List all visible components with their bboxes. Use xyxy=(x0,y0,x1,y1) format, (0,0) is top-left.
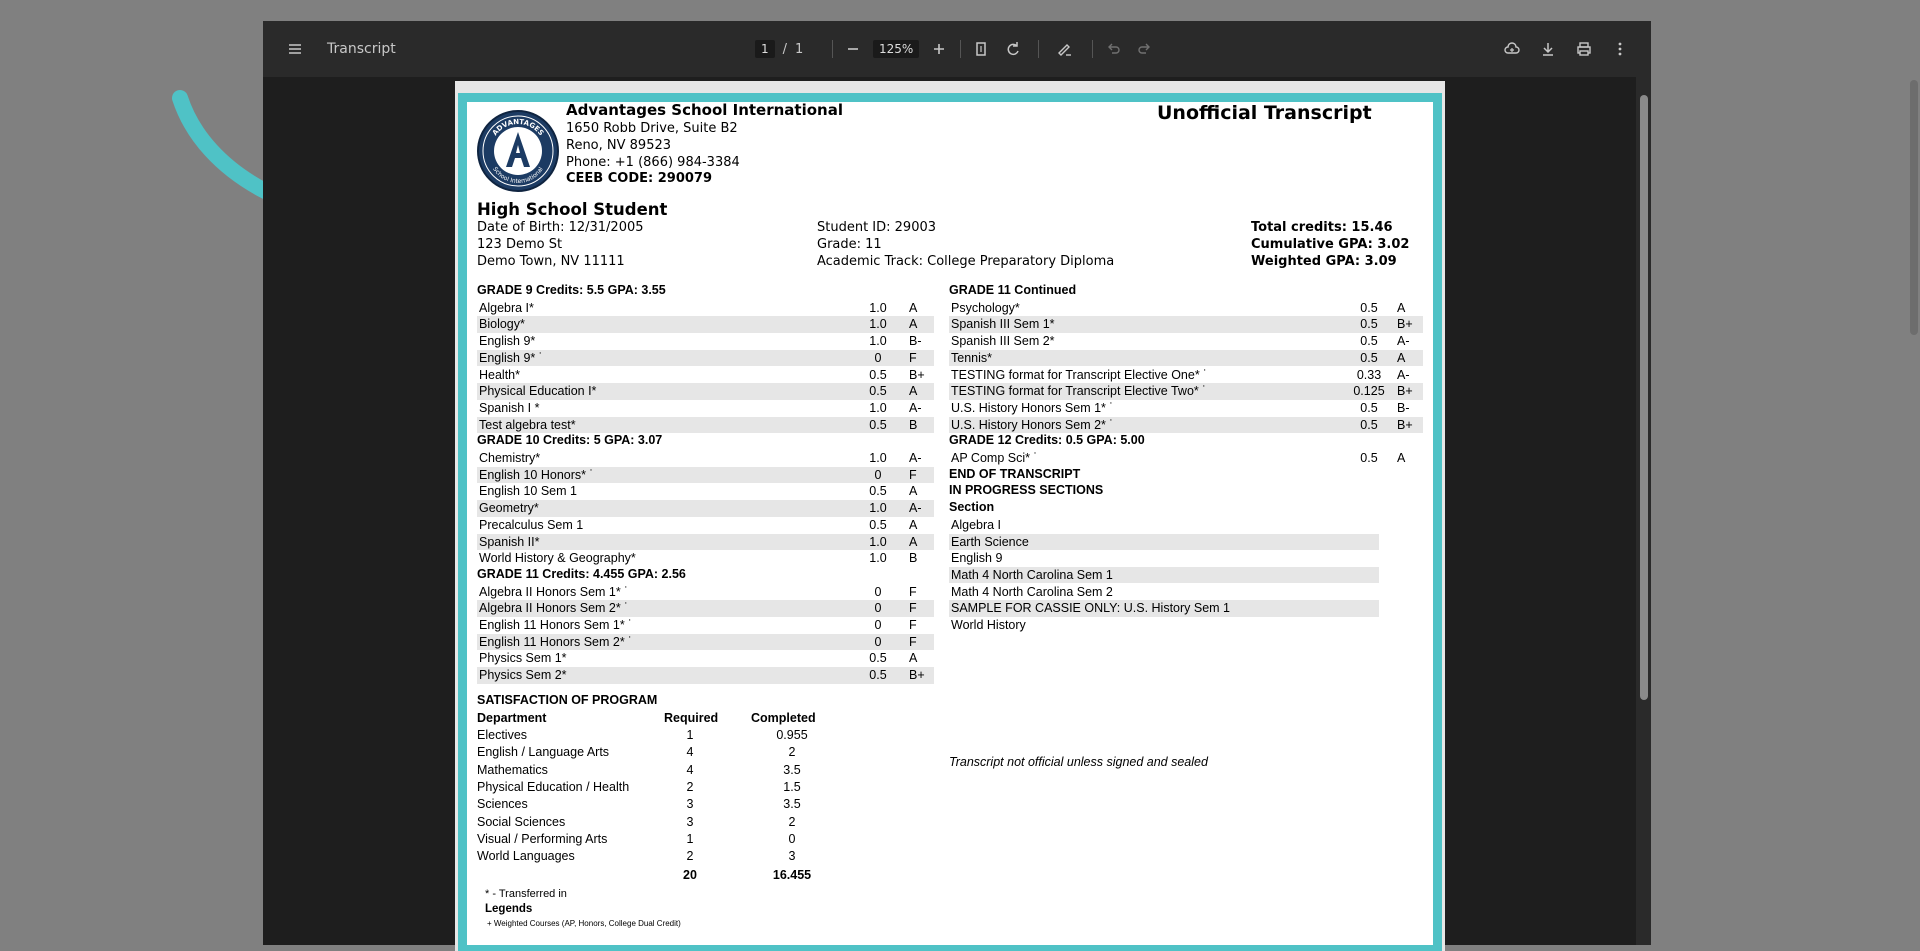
course-grade: F xyxy=(909,618,917,632)
satisfaction-completed: 3.5 xyxy=(783,797,801,812)
course-name: Spanish III Sem 2* xyxy=(951,334,1055,349)
course-credits: 0 xyxy=(874,618,882,632)
course-name: English 11 Honors Sem 1* ˙ xyxy=(479,618,633,632)
satisfaction-dept: English / Language Arts xyxy=(477,745,610,760)
course-row xyxy=(477,550,934,567)
satisfaction-completed: 1.5 xyxy=(783,779,801,794)
course-credits: 0.5 xyxy=(869,417,887,432)
in-progress-item xyxy=(949,517,1379,534)
course-credits: 0.5 xyxy=(1360,350,1378,365)
course-row xyxy=(477,667,934,684)
official-note: Transcript not official unless signed and sealed xyxy=(949,755,1208,769)
toolbar-divider xyxy=(832,40,833,58)
course-row xyxy=(949,300,1423,317)
course-name: Algebra I* xyxy=(479,300,534,315)
menu-icon[interactable] xyxy=(283,37,307,61)
course-credits: 0.5 xyxy=(869,668,887,683)
in-progress-item xyxy=(949,600,1379,617)
footnote-legends: Legends xyxy=(485,903,533,915)
pdf-viewer xyxy=(263,21,1651,945)
student-name: High School Student xyxy=(477,200,668,219)
course-credits: 0.5 xyxy=(1360,400,1378,415)
student-dob: Date of Birth: 12/31/2005 xyxy=(477,220,644,235)
course-row xyxy=(477,534,934,551)
course-grade: B- xyxy=(909,334,922,349)
satisfaction-title: SATISFACTION OF PROGRAM xyxy=(477,693,658,707)
school-address-line1: 1650 Robb Drive, Suite B2 xyxy=(566,121,738,136)
cumulative-gpa: Cumulative GPA: 3.02 xyxy=(1251,237,1410,252)
satisfaction-completed: 3 xyxy=(788,849,796,864)
in-progress-item xyxy=(949,567,1379,584)
course-row xyxy=(477,650,934,667)
course-grade: B+ xyxy=(909,367,925,382)
academic-track: Academic Track: College Preparatory Diploma xyxy=(817,254,1115,269)
satisfaction-total-required: 20 xyxy=(683,868,697,882)
course-row xyxy=(949,383,1423,400)
in-progress-item xyxy=(949,617,1379,634)
grade-header: GRADE 11 Credits: 4.455 GPA: 2.56 xyxy=(477,566,686,581)
course-row xyxy=(477,316,934,333)
ceeb-code: CEEB CODE: 290079 xyxy=(566,171,712,186)
course-grade: B+ xyxy=(1397,417,1413,432)
zoom-level-input[interactable]: 125% xyxy=(873,40,919,58)
in-progress-item xyxy=(949,584,1379,601)
logo-text-bottom: School International xyxy=(491,165,545,186)
course-name: Algebra II Honors Sem 2* ˙ xyxy=(479,601,629,616)
zoom-out-icon[interactable] xyxy=(841,37,865,61)
satisfaction-required: 3 xyxy=(686,814,694,829)
course-credits: 0.33 xyxy=(1356,367,1382,382)
course-grade: A- xyxy=(909,451,922,465)
course-grade: F xyxy=(909,584,917,599)
satisfaction-required: 2 xyxy=(686,779,694,794)
course-credits: 1.0 xyxy=(869,334,887,349)
course-name: Spanish I * xyxy=(479,400,540,415)
course-row xyxy=(949,350,1423,367)
student-id: Student ID: 29003 xyxy=(817,220,937,235)
page-number-input[interactable]: 1 xyxy=(755,40,775,58)
course-grade: A- xyxy=(909,501,922,516)
in-progress-item-name: SAMPLE FOR CASSIE ONLY: U.S. History Sem 1 xyxy=(951,601,1231,616)
student-city: Demo Town, NV 11111 xyxy=(477,254,625,269)
course-name: English 9* xyxy=(479,334,536,349)
course-name: Test algebra test* xyxy=(479,417,576,432)
course-name: Algebra II Honors Sem 1* ˙ xyxy=(479,584,629,599)
course-grade: A- xyxy=(1397,367,1410,382)
course-grade: A- xyxy=(1397,334,1410,349)
course-credits: 0 xyxy=(874,584,882,599)
course-credits: 0.5 xyxy=(869,384,887,399)
satisfaction-dept: Physical Education / Health xyxy=(477,779,630,794)
course-grade: A xyxy=(909,317,918,332)
course-row xyxy=(477,367,934,384)
satisfaction-dept: World Languages xyxy=(477,849,575,864)
satisfaction-required: 2 xyxy=(686,849,694,864)
satisfaction-required: 1 xyxy=(686,728,694,742)
in-progress-title: IN PROGRESS SECTIONS xyxy=(949,483,1104,498)
course-name: Precalculus Sem 1 xyxy=(479,517,584,532)
course-grade: A xyxy=(909,651,918,666)
redo-icon[interactable] xyxy=(1133,37,1157,61)
course-name: Psychology* xyxy=(951,300,1020,315)
course-row xyxy=(477,467,934,484)
course-row xyxy=(477,634,934,651)
total-credits: Total credits: 15.46 xyxy=(1251,220,1393,235)
course-row xyxy=(477,450,934,467)
course-name: Tennis* xyxy=(951,350,992,365)
course-row xyxy=(477,400,934,417)
course-grade: A xyxy=(909,300,918,315)
in-progress-item-name: Math 4 North Carolina Sem 2 xyxy=(951,584,1113,599)
course-row xyxy=(477,417,934,434)
course-credits: 0.5 xyxy=(1360,417,1378,432)
course-name: English 9* ˙ xyxy=(479,350,543,365)
course-grade: A xyxy=(909,517,918,532)
rotate-icon[interactable] xyxy=(1001,37,1025,61)
course-credits: 1.0 xyxy=(869,534,887,549)
satisfaction-completed: 2 xyxy=(788,814,796,829)
satisfaction-completed: 0 xyxy=(788,831,796,846)
satisfaction-dept: Electives xyxy=(477,728,528,742)
course-credits: 0 xyxy=(874,467,882,482)
course-credits: 0.5 xyxy=(1360,451,1378,465)
course-credits: 1.0 xyxy=(869,400,887,415)
course-row xyxy=(949,400,1423,417)
course-credits: 0.5 xyxy=(869,367,887,382)
course-credits: 0.5 xyxy=(869,651,887,666)
course-grade: B+ xyxy=(909,668,925,683)
course-row xyxy=(477,300,934,317)
course-credits: 1.0 xyxy=(869,300,887,315)
course-grade: F xyxy=(909,350,917,365)
page-total: 1 xyxy=(795,41,804,57)
course-credits: 0.5 xyxy=(869,484,887,499)
course-credits: 0.5 xyxy=(1360,317,1378,332)
transcript-border xyxy=(458,93,1442,951)
course-grade: B+ xyxy=(1397,384,1413,399)
grade-header: GRADE 12 Credits: 0.5 GPA: 5.00 xyxy=(949,433,1145,448)
grade-header: GRADE 10 Credits: 5 GPA: 3.07 xyxy=(477,433,663,448)
satisfaction-required: 4 xyxy=(686,762,694,777)
course-grade: F xyxy=(909,601,917,616)
footnote-transferred: * - Transferred in xyxy=(485,888,567,900)
course-grade: A xyxy=(909,534,918,549)
course-grade: B xyxy=(909,551,918,566)
course-credits: 0.5 xyxy=(1360,334,1378,349)
course-name: Physical Education I* xyxy=(479,384,597,399)
course-grade: A xyxy=(1397,300,1406,315)
course-credits: 0 xyxy=(874,350,882,365)
course-row xyxy=(477,617,934,634)
in-progress-item-name: English 9 xyxy=(951,551,1003,566)
course-name: English 11 Honors Sem 2* ˙ xyxy=(479,634,633,649)
course-name: Physics Sem 2* xyxy=(479,668,567,683)
grade-header: GRADE 11 Continued xyxy=(949,283,1077,297)
course-credits: 1.0 xyxy=(869,501,887,516)
footnote-weighted: + Weighted Courses (AP, Honors, College Dual Credit) xyxy=(487,919,681,928)
course-name: U.S. History Honors Sem 2* ˙ xyxy=(951,417,1114,432)
course-row xyxy=(949,450,1423,467)
course-credits: 0.5 xyxy=(869,517,887,532)
in-progress-item-name: Algebra I xyxy=(951,517,1002,532)
course-name: TESTING format for Transcript Elective One* ˙ xyxy=(951,367,1208,382)
course-row xyxy=(477,350,934,367)
course-row xyxy=(477,483,934,500)
page-separator: / xyxy=(782,41,788,57)
more-options-icon[interactable] xyxy=(1608,37,1632,61)
course-row xyxy=(949,333,1423,350)
course-row xyxy=(477,517,934,534)
satisfaction-required-header: Required xyxy=(664,711,719,725)
annotate-pen-icon[interactable] xyxy=(1053,37,1077,61)
course-name: Health* xyxy=(479,367,520,382)
satisfaction-required: 1 xyxy=(686,831,694,846)
transcript-document xyxy=(467,102,1433,945)
document-title: Transcript xyxy=(327,41,396,57)
satisfaction-completed-header: Completed xyxy=(751,711,816,725)
satisfaction-completed: 2 xyxy=(788,745,796,760)
course-name: Spanish III Sem 1* xyxy=(951,317,1055,332)
course-row xyxy=(477,584,934,601)
satisfaction-required: 4 xyxy=(686,745,694,760)
satisfaction-dept: Visual / Performing Arts xyxy=(477,831,608,846)
satisfaction-completed: 0.955 xyxy=(776,728,808,742)
satisfaction-required: 3 xyxy=(686,797,694,812)
course-name: Physics Sem 1* xyxy=(479,651,567,666)
course-credits: 0 xyxy=(874,634,882,649)
course-name: U.S. History Honors Sem 1* ˙ xyxy=(951,400,1114,415)
course-name: Biology* xyxy=(479,317,525,332)
course-grade: F xyxy=(909,634,917,649)
grade-header: GRADE 9 Credits: 5.5 GPA: 3.55 xyxy=(477,283,666,297)
in-progress-item xyxy=(949,550,1379,567)
zoom-in-icon[interactable] xyxy=(927,37,951,61)
course-credits: 1.0 xyxy=(869,451,887,465)
course-row xyxy=(477,500,934,517)
window-scrollbar-thumb[interactable] xyxy=(1910,80,1918,335)
pdf-page xyxy=(455,81,1445,951)
satisfaction-dept: Sciences xyxy=(477,797,528,812)
save-to-drive-icon[interactable] xyxy=(1500,37,1524,61)
satisfaction-dept-header: Department xyxy=(477,711,547,725)
undo-icon[interactable] xyxy=(1101,37,1125,61)
document-title-heading: Unofficial Transcript xyxy=(1157,102,1372,124)
course-grade: B xyxy=(909,417,918,432)
in-progress-item-name: World History xyxy=(951,618,1026,632)
course-grade: A xyxy=(909,484,918,499)
course-name: English 10 Honors* ˙ xyxy=(479,467,594,482)
download-icon[interactable] xyxy=(1536,37,1560,61)
course-grade: B- xyxy=(1397,400,1410,415)
pdf-toolbar xyxy=(263,21,1651,77)
course-credits: 0.5 xyxy=(1360,300,1378,315)
course-name: Chemistry* xyxy=(479,451,541,465)
course-row xyxy=(949,417,1423,434)
course-row xyxy=(949,367,1423,384)
course-name: AP Comp Sci* ˙ xyxy=(951,451,1038,465)
end-of-transcript: END OF TRANSCRIPT xyxy=(949,466,1081,481)
student-street: 123 Demo St xyxy=(477,237,563,252)
satisfaction-dept: Mathematics xyxy=(477,762,548,777)
in-progress-item xyxy=(949,534,1379,551)
course-credits: 0.125 xyxy=(1353,384,1385,399)
school-phone: Phone: +1 (866) 984-3384 xyxy=(566,155,740,170)
course-credits: 0 xyxy=(874,601,882,616)
school-name: Advantages School International xyxy=(566,102,843,119)
course-name: Spanish II* xyxy=(479,534,540,549)
course-name: World History & Geography* xyxy=(479,551,636,566)
course-row xyxy=(477,333,934,350)
in-progress-section-header: Section xyxy=(949,500,995,515)
course-row xyxy=(477,600,934,617)
scrollbar-thumb[interactable] xyxy=(1640,95,1648,700)
toolbar-divider xyxy=(1092,40,1093,58)
satisfaction-total-completed: 16.455 xyxy=(772,868,812,882)
in-progress-item-name: Math 4 North Carolina Sem 1 xyxy=(951,567,1113,582)
logo-text-top: ADVANTAGES xyxy=(490,117,546,138)
course-grade: F xyxy=(909,467,917,482)
fit-page-icon[interactable] xyxy=(969,37,993,61)
course-grade: A xyxy=(1397,350,1406,365)
student-grade: Grade: 11 xyxy=(817,237,882,252)
course-grade: B+ xyxy=(1397,317,1413,332)
course-credits: 1.0 xyxy=(869,317,887,332)
course-name: TESTING format for Transcript Elective Two* ˙ xyxy=(951,384,1207,399)
school-logo xyxy=(477,110,559,192)
course-row xyxy=(477,383,934,400)
course-grade: A xyxy=(1397,451,1406,465)
print-icon[interactable] xyxy=(1572,37,1596,61)
toolbar-divider xyxy=(960,40,961,58)
course-grade: A xyxy=(909,384,918,399)
course-grade: A- xyxy=(909,400,922,415)
in-progress-item-name: Earth Science xyxy=(951,534,1029,549)
course-name: English 10 Sem 1 xyxy=(479,484,577,499)
course-row xyxy=(949,316,1423,333)
course-credits: 1.0 xyxy=(869,551,887,566)
satisfaction-dept: Social Sciences xyxy=(477,814,566,829)
school-address-line2: Reno, NV 89523 xyxy=(566,138,672,153)
course-name: Geometry* xyxy=(479,501,539,516)
weighted-gpa: Weighted GPA: 3.09 xyxy=(1251,254,1397,269)
satisfaction-completed: 3.5 xyxy=(783,762,801,777)
toolbar-divider xyxy=(1038,40,1039,58)
